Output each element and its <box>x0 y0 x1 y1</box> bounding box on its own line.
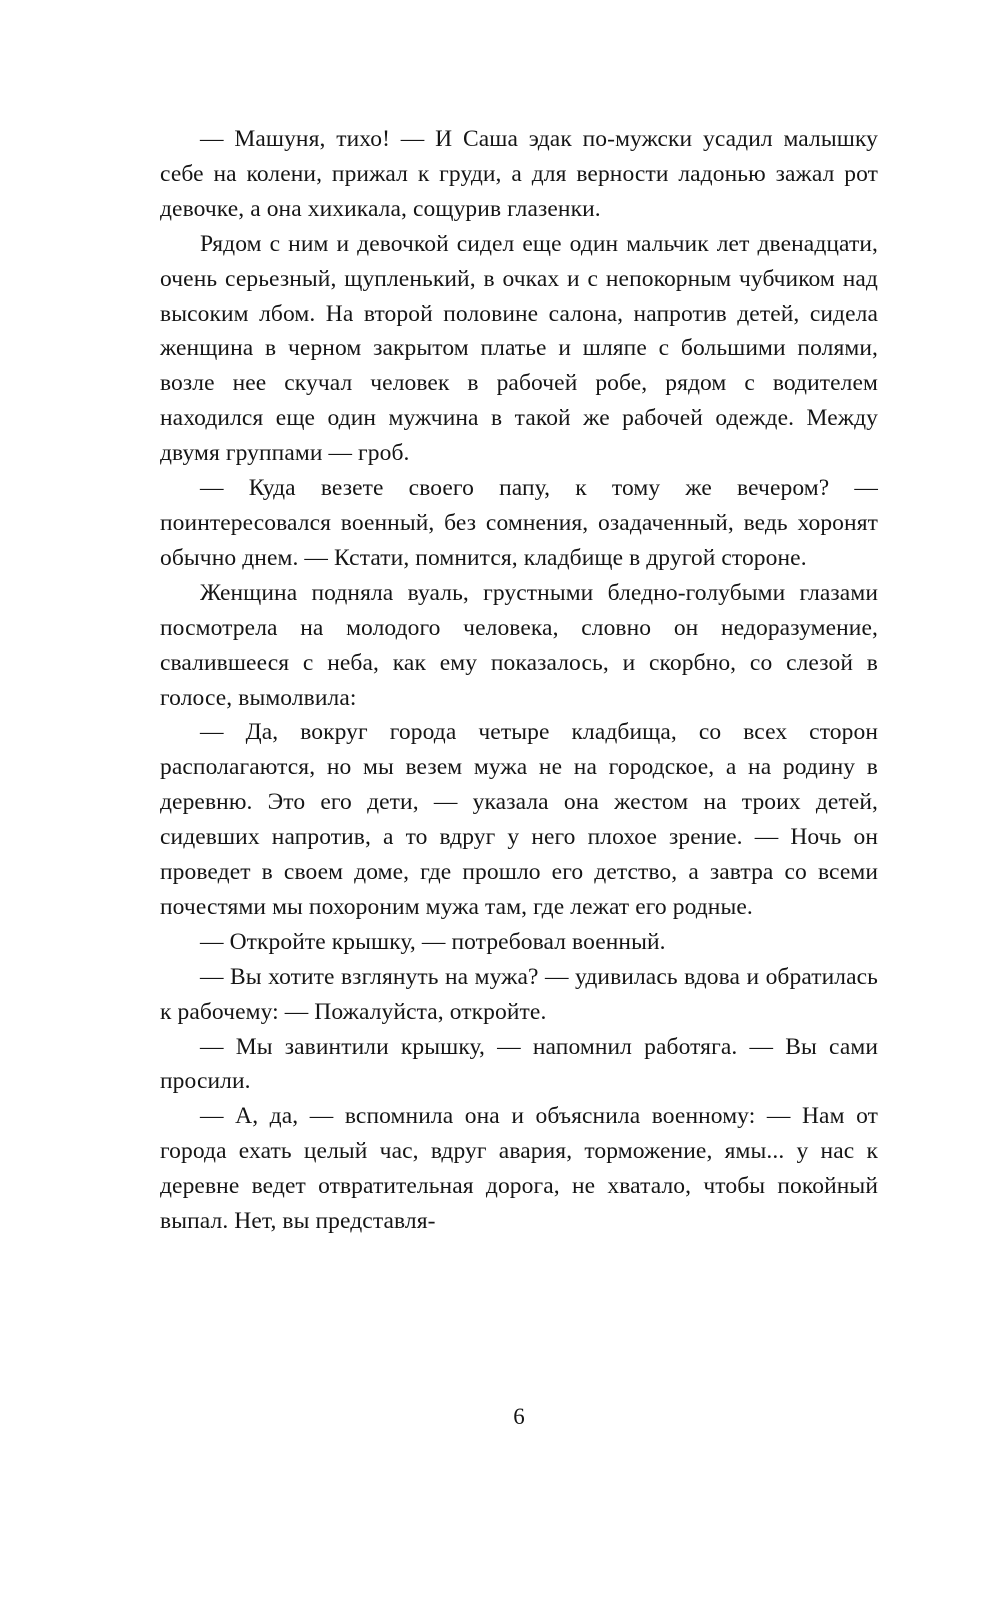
paragraph: — Откройте крышку, — потребовал военный. <box>200 928 666 955</box>
paragraph: — Куда везете своего папу, к тому же вечером? — поинтересовался военный, без сомнения, озадаченный, ведь хоронят обычно днем. — Кстати, помнится, кладбище в другой стороне. <box>160 475 878 571</box>
paragraph: Рядом с ним и девочкой сидел еще один мальчик лет двенадцати, очень серьезный, щупленький, в очках и с непокорным чубчиком над высоким лбом. На второй половине салона, напротив детей, сидела женщина в черном закрытом платье и шляпе с большими полями, возле нее скучал человек в рабочей робе, рядом с водителем находился еще один мужчина в такой же рабочей одежде. Между двумя группами — гроб. <box>160 230 878 467</box>
page-number: 6 <box>513 1404 525 1429</box>
paragraph: Женщина подняла вуаль, грустными бледно-голубыми глазами посмотрела на молодого человека, словно он недоразумение, свалившееся с неба, как ему показалось, и скорбно, со слезой в голосе, вымолвила: <box>160 579 878 711</box>
text-block <box>160 122 878 1239</box>
paragraph: — А, да, — вспомнила она и объяснила военному: — Нам от города ехать целый час, вдруг авария, торможение, ямы... у нас к деревне ведет отвратительная дорога, не хватало, чтобы покойный выпал. Нет, вы представля- <box>160 1103 878 1235</box>
paragraph: — Машуня, тихо! — И Саша эдак по-мужски усадил малышку себе на колени, прижал к груди, а для верности ладонью зажал рот девочке, а она хихикала, сощурив глазенки. <box>160 126 878 222</box>
paragraph: — Вы хотите взглянуть на мужа? — удивилась вдова и обратилась к рабочему: — Пожалуйста, откройте. <box>160 963 878 1025</box>
paragraph: — Да, вокруг города четыре кладбища, со всех сторон располагаются, но мы везем мужа не на городское, а на родину в деревню. Это его дети, — указала она жестом на троих детей, сидевших напротив, а то вдруг у него плохое зрение. — Ночь он проведет в своем доме, где прошло его детство, а завтра со всеми почестями мы похороним мужа там, где лежат его родные. <box>160 719 878 920</box>
paragraph: — Мы завинтили крышку, — напомнил работяга. — Вы сами просили. <box>160 1033 878 1095</box>
